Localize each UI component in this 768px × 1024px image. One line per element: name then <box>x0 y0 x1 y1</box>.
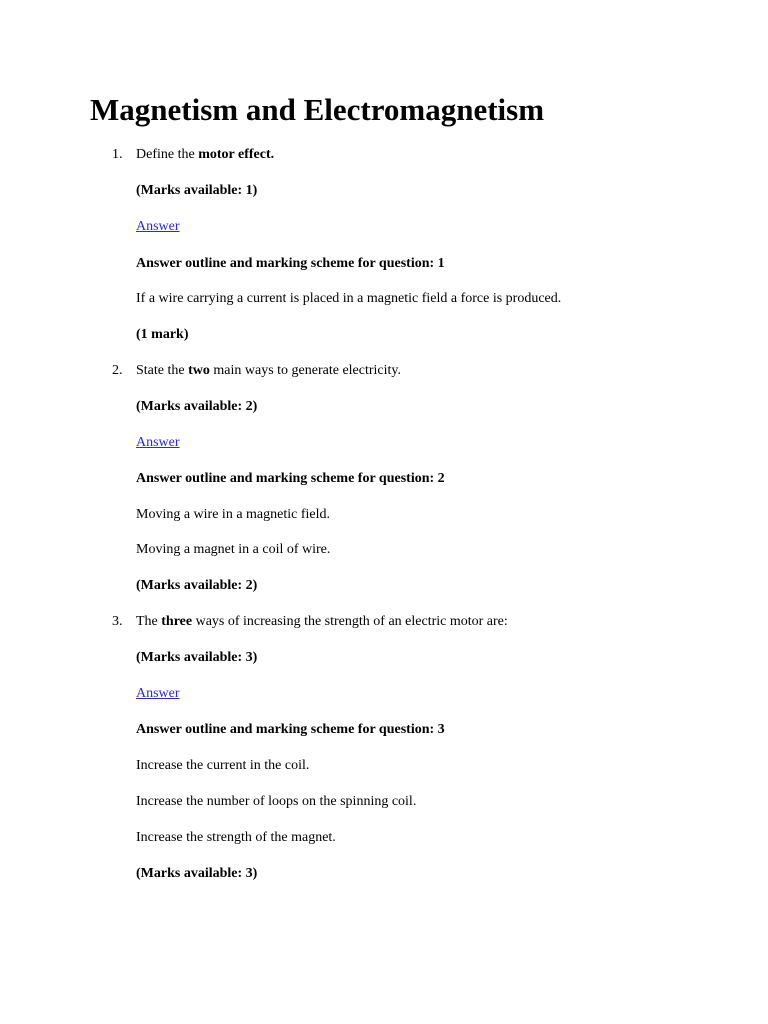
page-title: Magnetism and Electromagnetism <box>90 92 545 127</box>
answer-link[interactable]: Answer <box>136 435 180 450</box>
answer-link[interactable]: Answer <box>136 686 180 701</box>
prompt-text: ways of increasing the strength of an electric motor are: <box>192 614 508 629</box>
answer-link-wrapper <box>136 434 180 452</box>
prompt-text: State the <box>136 363 189 378</box>
answer-outline-heading: Answer outline and marking scheme for question: 3 <box>136 722 445 737</box>
answer-line: Moving a magnet in a coil of wire. <box>136 542 331 557</box>
question-number: 1. <box>112 147 123 162</box>
question-number: 3. <box>112 614 123 629</box>
answer-link-wrapper <box>136 685 180 703</box>
answer-link-wrapper <box>136 218 180 236</box>
prompt-text: The <box>136 614 162 629</box>
answer-line: If a wire carrying a current is placed in a magnetic field a force is produced. <box>136 291 562 306</box>
marks-footer: (Marks available: 2) <box>136 578 258 593</box>
answer-line: Moving a wire in a magnetic field. <box>136 507 330 522</box>
marks-footer: (Marks available: 3) <box>136 866 258 881</box>
question-number: 2. <box>112 363 123 378</box>
answer-link[interactable]: Answer <box>136 219 180 234</box>
marks-footer: (1 mark) <box>136 327 189 342</box>
prompt-text: Define the <box>136 147 199 162</box>
prompt-emphasis: two <box>188 363 210 378</box>
prompt-emphasis: motor effect. <box>198 147 275 162</box>
answer-line: Increase the number of loops on the spinning coil. <box>136 794 417 809</box>
question-prompt <box>136 362 401 380</box>
answer-line: Increase the current in the coil. <box>136 758 310 773</box>
marks-available: (Marks available: 2) <box>136 399 258 414</box>
question-prompt <box>136 146 274 164</box>
prompt-emphasis: three <box>161 614 193 629</box>
answer-outline-heading: Answer outline and marking scheme for question: 2 <box>136 471 445 486</box>
answer-line: Increase the strength of the magnet. <box>136 830 336 845</box>
prompt-text: main ways to generate electricity. <box>209 363 402 378</box>
answer-outline-heading: Answer outline and marking scheme for question: 1 <box>136 256 445 271</box>
marks-available: (Marks available: 1) <box>136 183 258 198</box>
marks-available: (Marks available: 3) <box>136 650 258 665</box>
question-prompt <box>136 613 508 631</box>
